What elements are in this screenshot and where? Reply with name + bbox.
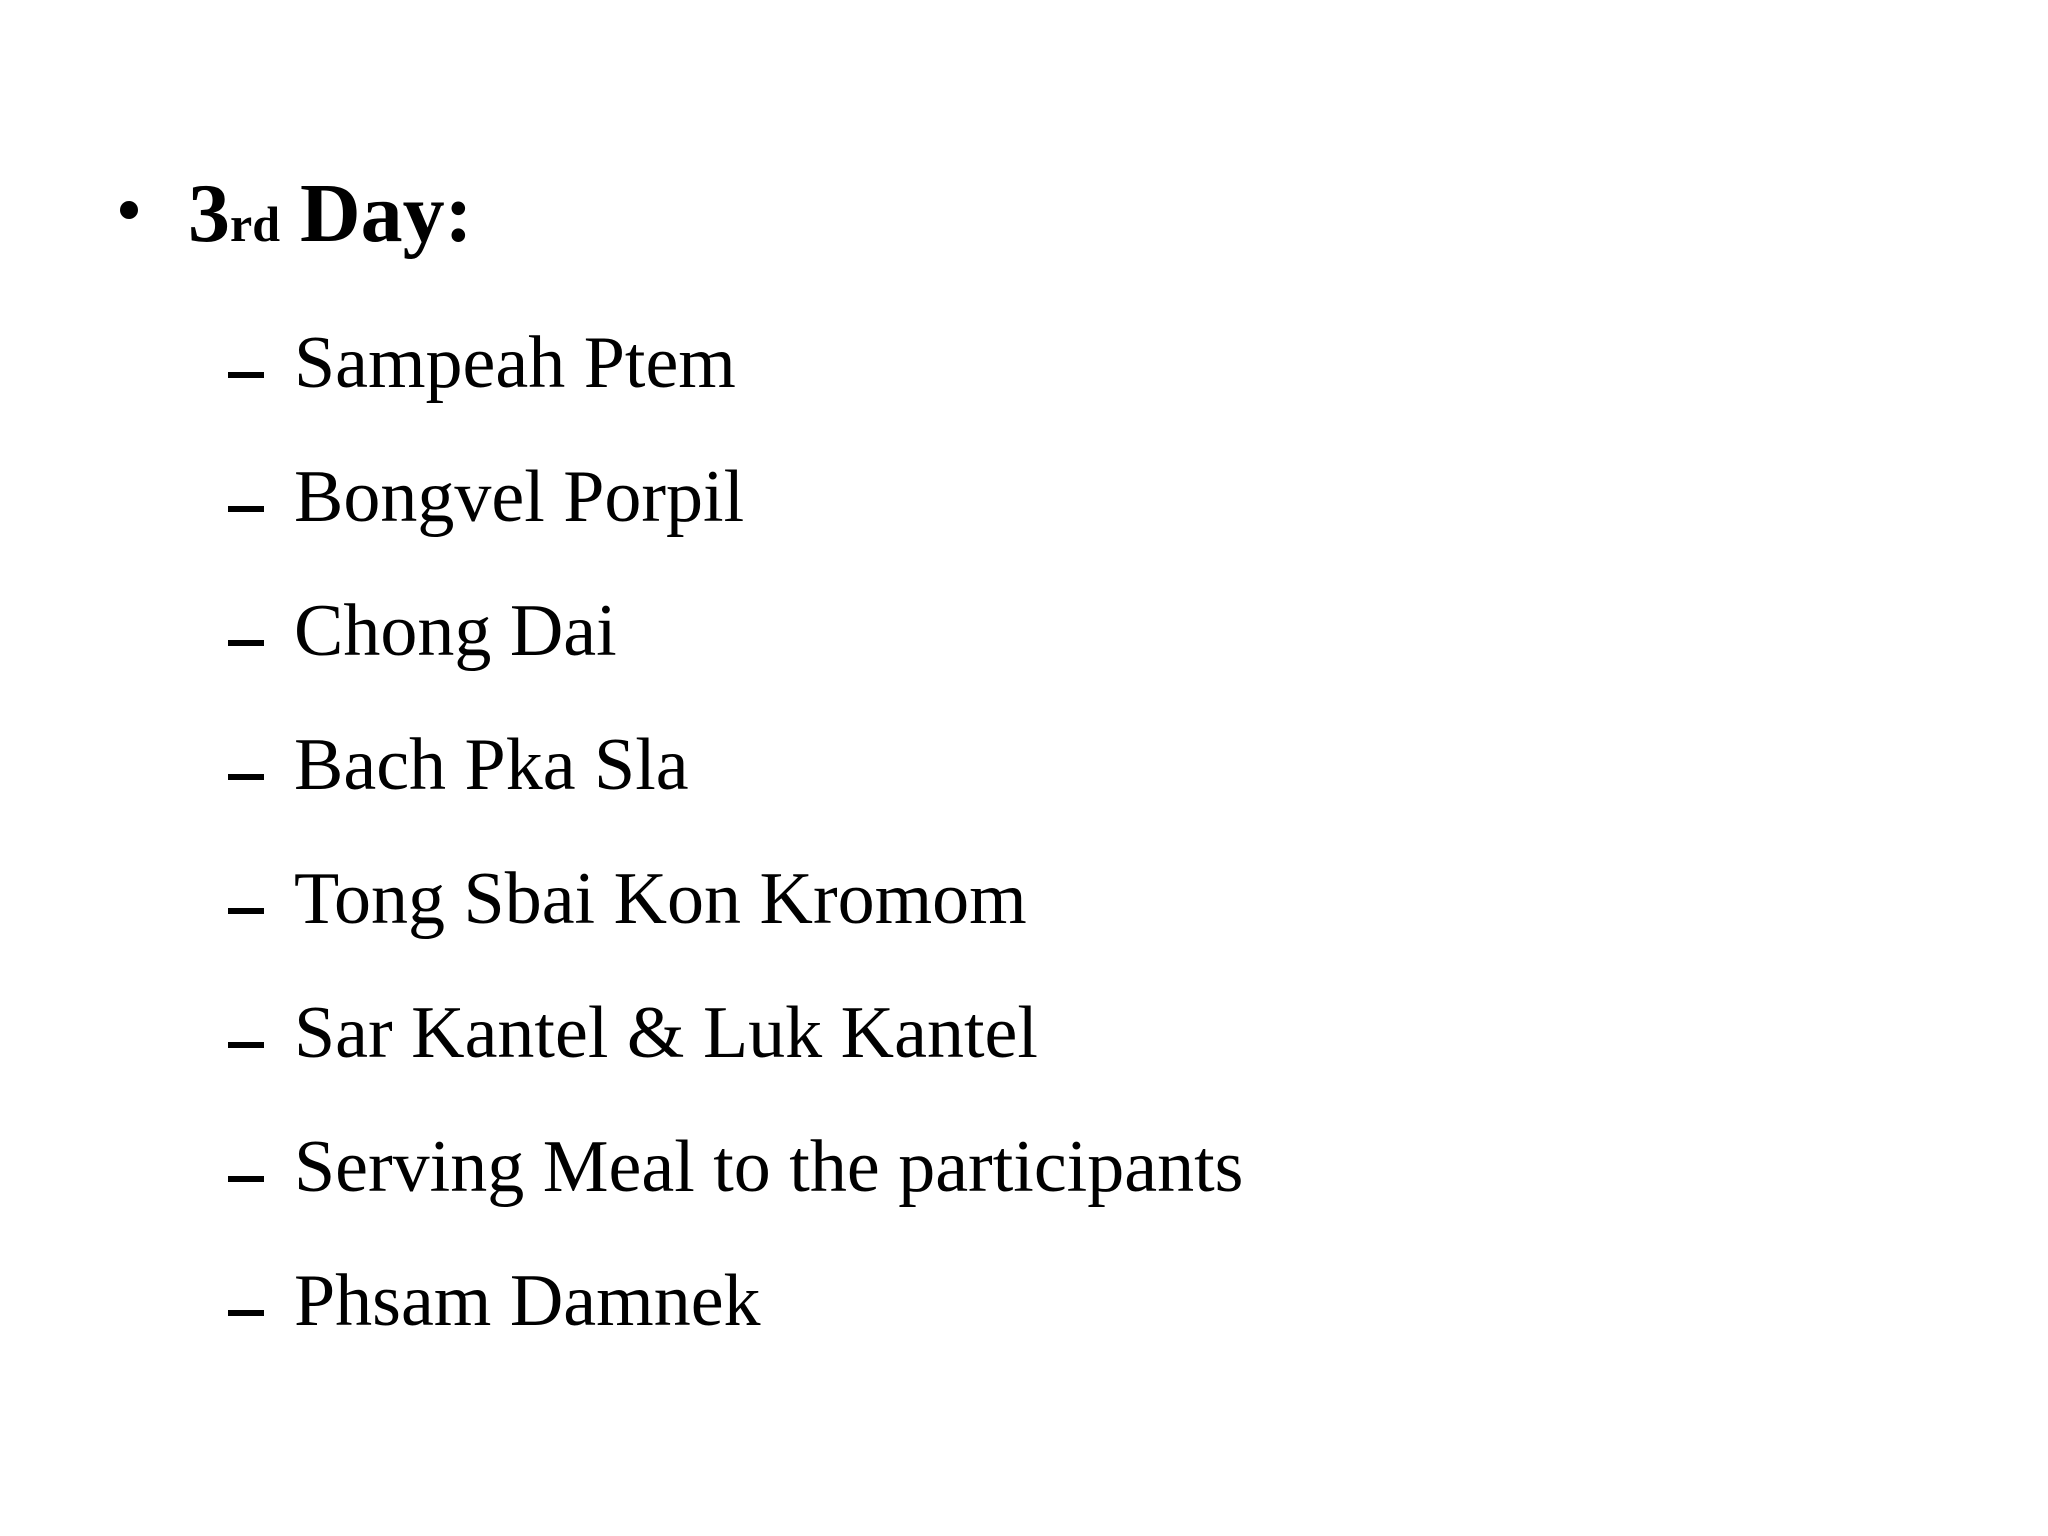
dash-icon [228,372,264,378]
list-item-text: Phsam Damnek [294,1260,761,1342]
list-item-text: Serving Meal to the participants [294,1126,1244,1208]
main-bullet: 3 rd Day: [120,172,473,256]
list-item [228,318,1243,452]
list-item [228,1122,1243,1256]
bullet-icon [120,201,138,219]
dash-icon [228,908,264,914]
list-item [228,720,1243,854]
dash-icon [228,640,264,646]
list-item-text: Bongvel Porpil [294,456,745,538]
list-item [228,586,1243,720]
sub-list [228,318,1243,1390]
list-item [228,854,1243,988]
list-item-text: Bach Pka Sla [294,724,689,806]
list-item-text: Chong Dai [294,590,617,672]
dash-icon [228,1042,264,1048]
dash-icon [228,1176,264,1182]
heading-text: Day: [300,167,473,260]
list-item [228,1256,1243,1390]
list-item-text: Sampeah Ptem [294,322,736,404]
list-item-text: Tong Sbai Kon Kromom [294,858,1027,940]
dash-icon [228,506,264,512]
dash-icon [228,774,264,780]
list-item [228,988,1243,1122]
list-item-text: Sar Kantel & Luk Kantel [294,992,1038,1074]
list-item [228,452,1243,586]
heading-number: 3 [188,167,230,260]
dash-icon [228,1310,264,1316]
